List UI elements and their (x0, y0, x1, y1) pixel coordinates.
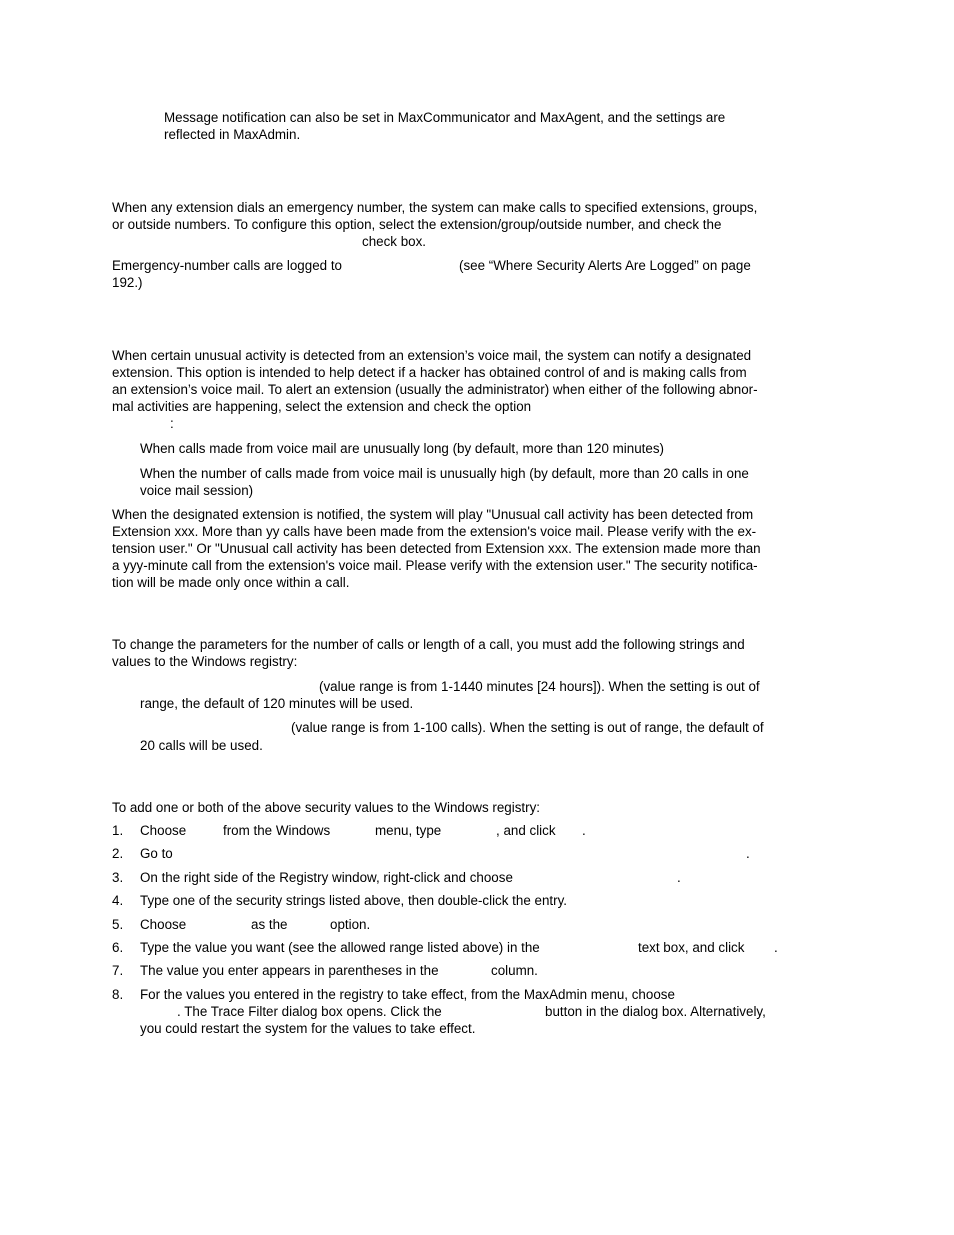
step-text: . The Trace Filter dialog box opens. Click the (177, 1004, 442, 1019)
voicemail-paragraph-line-5: : (170, 416, 174, 431)
step-text: menu, type (375, 823, 442, 838)
registry-paragraph-line-2: values to the Windows registry: (112, 654, 298, 669)
step-text: column. (491, 963, 538, 978)
step-text: Go to (140, 846, 173, 861)
registry-item-2-line-1: (value range is from 1-100 calls). When the setting is out of range, the default of (291, 720, 764, 735)
step-text: Choose (140, 917, 187, 932)
notification-paragraph-line-2: Extension xxx. More than yy calls have been made from the extension's voice mail. Please verify with the ex- (112, 524, 757, 539)
emergency-paragraph-line-3: check box. (362, 234, 427, 249)
step-number: 3. (112, 870, 124, 885)
emergency-log-text-a: Emergency-number calls are logged to (112, 258, 342, 273)
registry-item-2-line-2: 20 calls will be used. (140, 738, 263, 753)
step-text: Type the value you want (see the allowed range listed above) in the (140, 940, 540, 955)
emergency-log-text-b: (see “Where Security Alerts Are Logged” on page (459, 258, 751, 273)
step-number: 4. (112, 893, 124, 908)
emergency-log-text-c: 192.) (112, 275, 143, 290)
notification-paragraph-line-5: tion will be made only once within a call. (112, 575, 350, 590)
step-number: 2. (112, 846, 124, 861)
registry-item-1-line-1: (value range is from 1-1440 minutes [24 hours]). When the setting is out of (319, 679, 760, 694)
step-number: 1. (112, 823, 124, 838)
step-text: text box, and click (638, 940, 745, 955)
step-text: as the (251, 917, 288, 932)
step-text: Type one of the security strings listed above, then double-click the entry. (140, 893, 567, 908)
voicemail-bullet-2-line-2: voice mail session) (140, 483, 254, 498)
step-text: . (774, 940, 778, 955)
emergency-paragraph-line-2: or outside numbers. To configure this option, select the extension/group/outside number, and check the (112, 217, 722, 232)
voicemail-bullet-2-line-1: When the number of calls made from voice mail is unusually high (by default, more than 20 calls in one (140, 466, 749, 481)
step-text: from the Windows (223, 823, 331, 838)
step-text: Choose (140, 823, 187, 838)
voicemail-paragraph-line-2: extension. This option is intended to help detect if a hacker has obtained control of and is making calls from (112, 365, 747, 380)
step-text: The value you enter appears in parentheses in the (140, 963, 439, 978)
voicemail-paragraph-line-3: an extension’s voice mail. To alert an extension (usually the administrator) when either of the following abnor- (112, 382, 758, 397)
registry-item-1-line-2: range, the default of 120 minutes will be used. (140, 696, 414, 711)
voicemail-paragraph-line-1: When certain unusual activity is detected from an extension’s voice mail, the system can notify a designated (112, 348, 752, 363)
step-number: 8. (112, 987, 124, 1002)
step-text: . (746, 846, 750, 861)
step-number: 7. (112, 963, 124, 978)
step-text: . (677, 870, 681, 885)
step-text: you could restart the system for the values to take effect. (140, 1021, 476, 1036)
step-text: On the right side of the Registry window, right-click and choose (140, 870, 513, 885)
registry-paragraph-line-1: To change the parameters for the number of calls or length of a call, you must add the following strings and (112, 637, 745, 652)
voicemail-paragraph-line-4: mal activities are happening, select the extension and check the option (112, 399, 532, 414)
voicemail-bullet-1: When calls made from voice mail are unusually long (by default, more than 120 minutes) (140, 441, 664, 456)
step-number: 5. (112, 917, 124, 932)
emergency-paragraph-line-1: When any extension dials an emergency number, the system can make calls to specified extensions, groups, (112, 200, 758, 215)
step-text: . (582, 823, 586, 838)
step-number: 6. (112, 940, 124, 955)
step-text: , and click (496, 823, 556, 838)
note-line-2: reflected in MaxAdmin. (164, 127, 301, 142)
note-line-1: Message notification can also be set in MaxCommunicator and MaxAgent, and the settings are (164, 110, 726, 125)
step-text: option. (330, 917, 371, 932)
notification-paragraph-line-4: a yyy-minute call from the extension's voice mail. Please verify with the extension user." The security notifica- (112, 558, 758, 573)
steps-intro: To add one or both of the above security values to the Windows registry: (112, 800, 540, 815)
step-text: For the values you entered in the registry to take effect, from the MaxAdmin menu, choose (140, 987, 675, 1002)
step-text: button in the dialog box. Alternatively, (545, 1004, 766, 1019)
notification-paragraph-line-1: When the designated extension is notified, the system will play "Unusual call activity has been detected from (112, 507, 754, 522)
notification-paragraph-line-3: tension user." Or "Unusual call activity has been detected from Extension xxx. The extension made more than (112, 541, 761, 556)
